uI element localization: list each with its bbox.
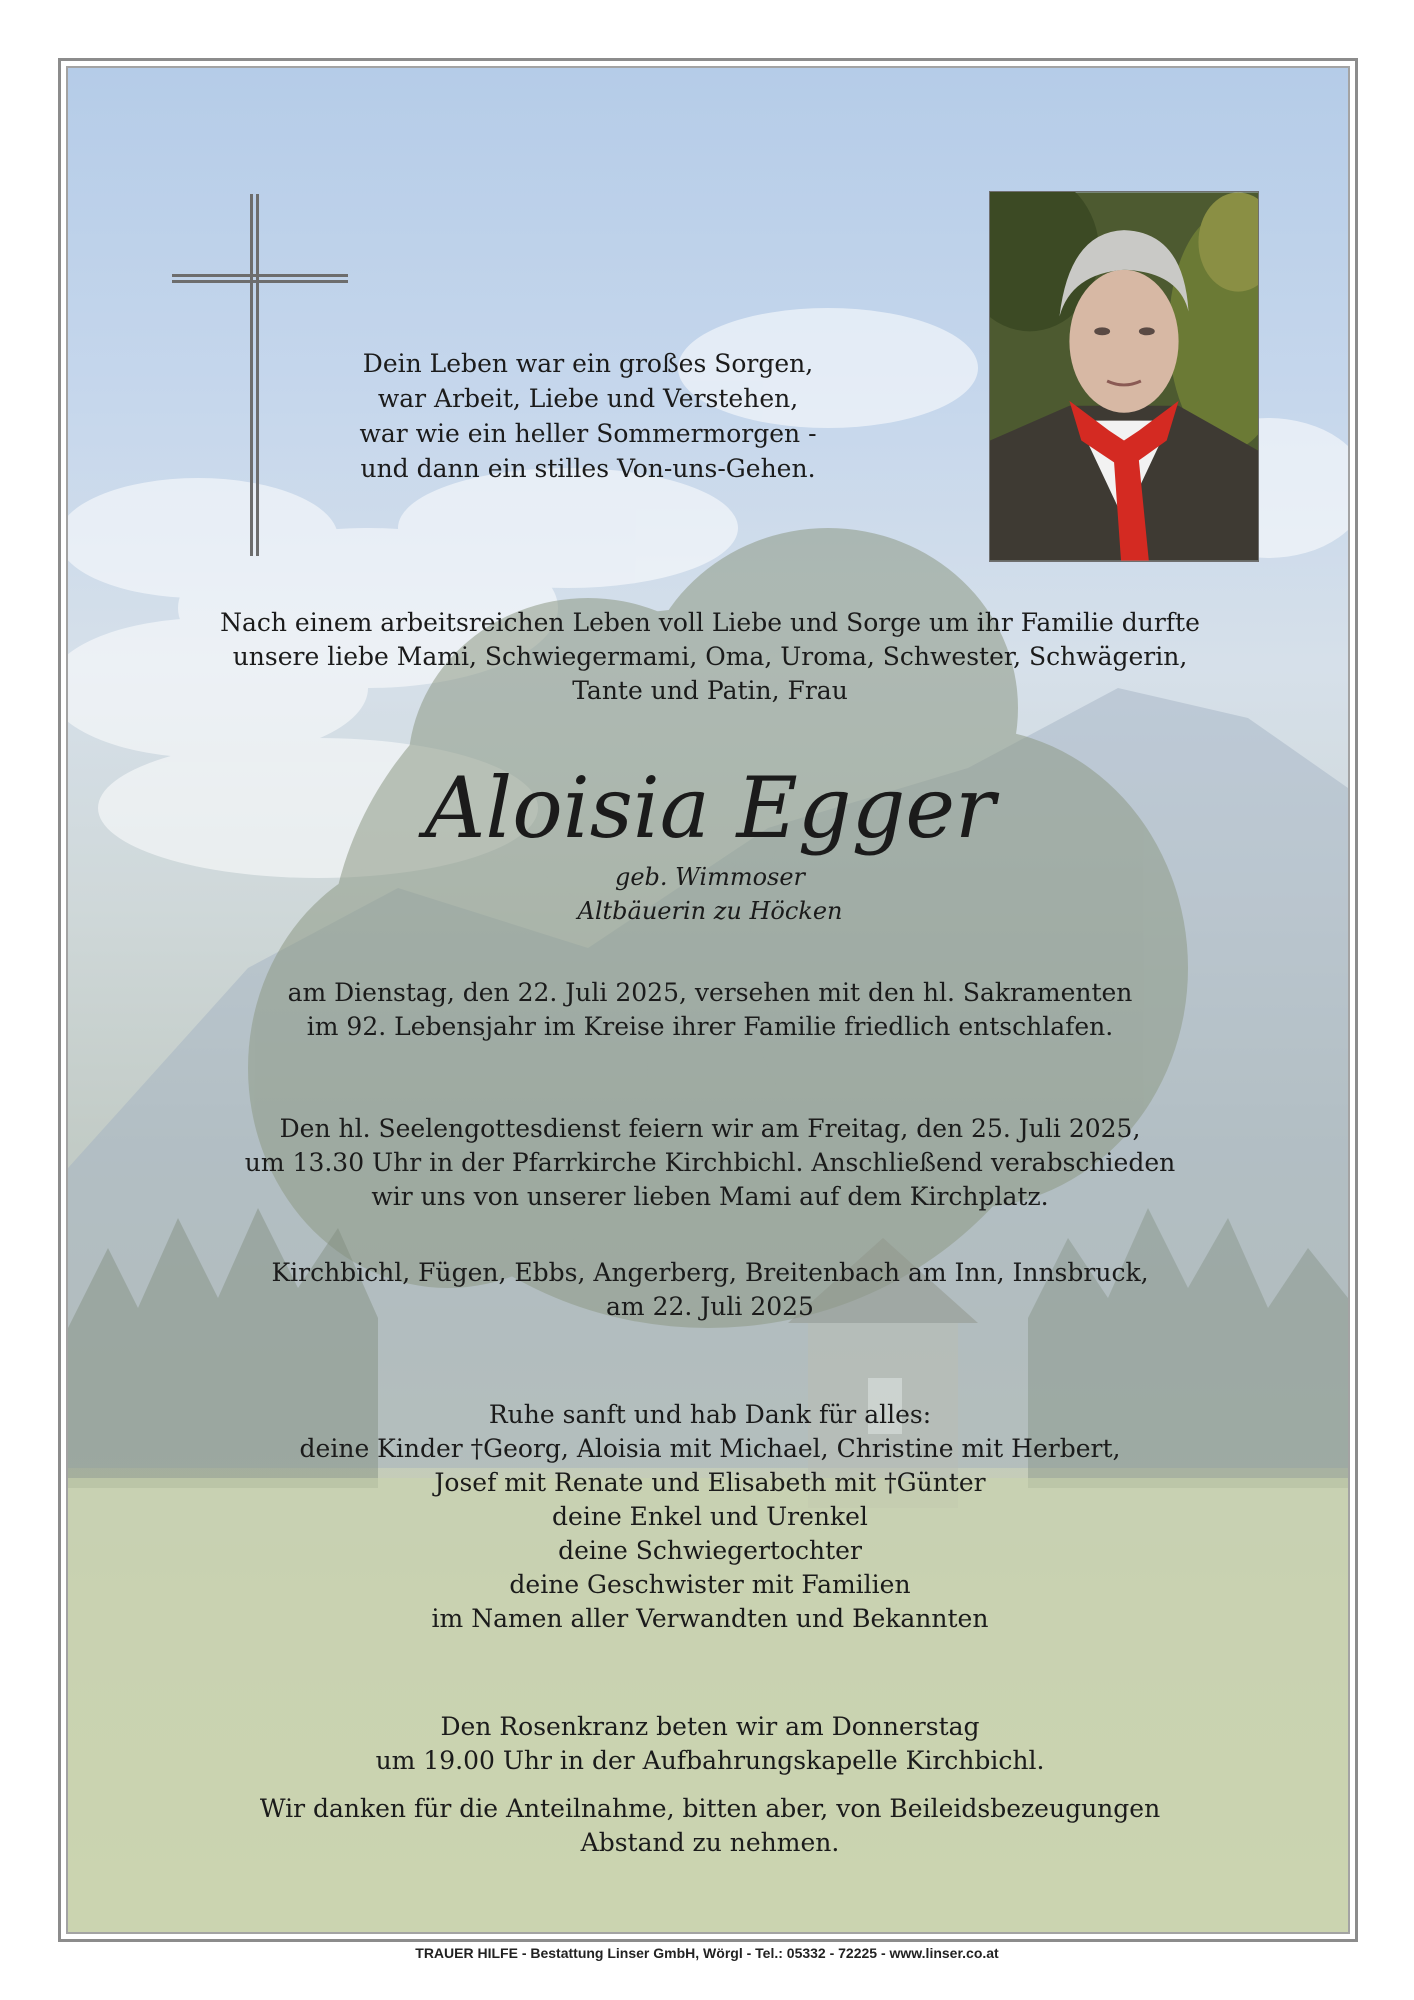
thanks-line: Wir danken für die Anteilnahme, bitten aber, von Beileidsbezeugungen	[259, 1794, 1161, 1823]
footer-funeral-home: TRAUER HILFE - Bestattung Linser GmbH, Wörgl - Tel.: 05332 - 72225 - www.linser.co.at	[415, 1945, 999, 1961]
rosary-line: um 19.00 Uhr in der Aufbahrungskapelle Kirchbichl.	[375, 1746, 1045, 1775]
poem-line: war wie ein heller Sommermorgen -	[359, 419, 817, 448]
death-announcement	[68, 976, 1350, 1044]
place-and-date	[68, 1256, 1350, 1324]
occupation: Altbäuerin zu Höcken	[577, 897, 843, 925]
mourner-line: im Namen aller Verwandten und Bekannten	[431, 1604, 989, 1633]
deceased-subtitle	[68, 860, 1350, 928]
death-line: im 92. Lebensjahr im Kreise ihrer Familie friedlich entschlafen.	[306, 1012, 1114, 1041]
rosary-line: Den Rosenkranz beten wir am Donnerstag	[440, 1712, 980, 1741]
portrait-photo	[989, 191, 1259, 562]
deceased-name: Aloisia Egger	[424, 759, 996, 857]
mass-line: wir uns von unserer lieben Mami auf dem Kirchplatz.	[371, 1182, 1049, 1211]
death-line: am Dienstag, den 22. Juli 2025, versehen mit den hl. Sakramenten	[287, 978, 1133, 1007]
mourner-line: Josef mit Renate und Elisabeth mit †Günter	[434, 1468, 986, 1497]
rosary-info	[68, 1710, 1350, 1778]
mourner-line: deine Geschwister mit Familien	[509, 1570, 911, 1599]
thanks-note	[68, 1792, 1350, 1860]
thanks-line: Abstand zu nehmen.	[580, 1828, 840, 1857]
funeral-mass-info	[68, 1112, 1350, 1214]
poem-line: Dein Leben war ein großes Sorgen,	[362, 349, 814, 378]
mass-line: um 13.30 Uhr in der Pfarrkirche Kirchbichl. Anschließend verabschieden	[244, 1148, 1176, 1177]
poem-verse	[218, 346, 958, 486]
intro-paragraph	[68, 606, 1350, 708]
mourner-line: deine Enkel und Urenkel	[552, 1502, 868, 1531]
intro-line: Nach einem arbeitsreichen Leben voll Liebe und Sorge um ihr Familie durfte	[220, 608, 1200, 637]
mourner-line: deine Kinder †Georg, Aloisia mit Michael, Christine mit Herbert,	[299, 1434, 1121, 1463]
mass-line: Den hl. Seelengottesdienst feiern wir am Freitag, den 25. Juli 2025,	[279, 1114, 1141, 1143]
intro-line: unsere liebe Mami, Schwiegermami, Oma, Uroma, Schwester, Schwägerin,	[232, 642, 1188, 671]
place-line: Kirchbichl, Fügen, Ebbs, Angerberg, Breitenbach am Inn, Innsbruck,	[271, 1258, 1149, 1287]
mourner-line: deine Schwiegertochter	[558, 1536, 862, 1565]
birth-name: geb. Wimmoser	[614, 863, 806, 891]
notice-panel	[66, 66, 1350, 1934]
intro-line: Tante und Patin, Frau	[572, 676, 848, 705]
mourners-list	[68, 1398, 1350, 1636]
date-line: am 22. Juli 2025	[606, 1292, 814, 1321]
poem-line: und dann ein stilles Von-uns-Gehen.	[360, 454, 816, 483]
mourners-heading: Ruhe sanft und hab Dank für alles:	[488, 1400, 932, 1429]
poem-line: war Arbeit, Liebe und Verstehen,	[377, 384, 799, 413]
